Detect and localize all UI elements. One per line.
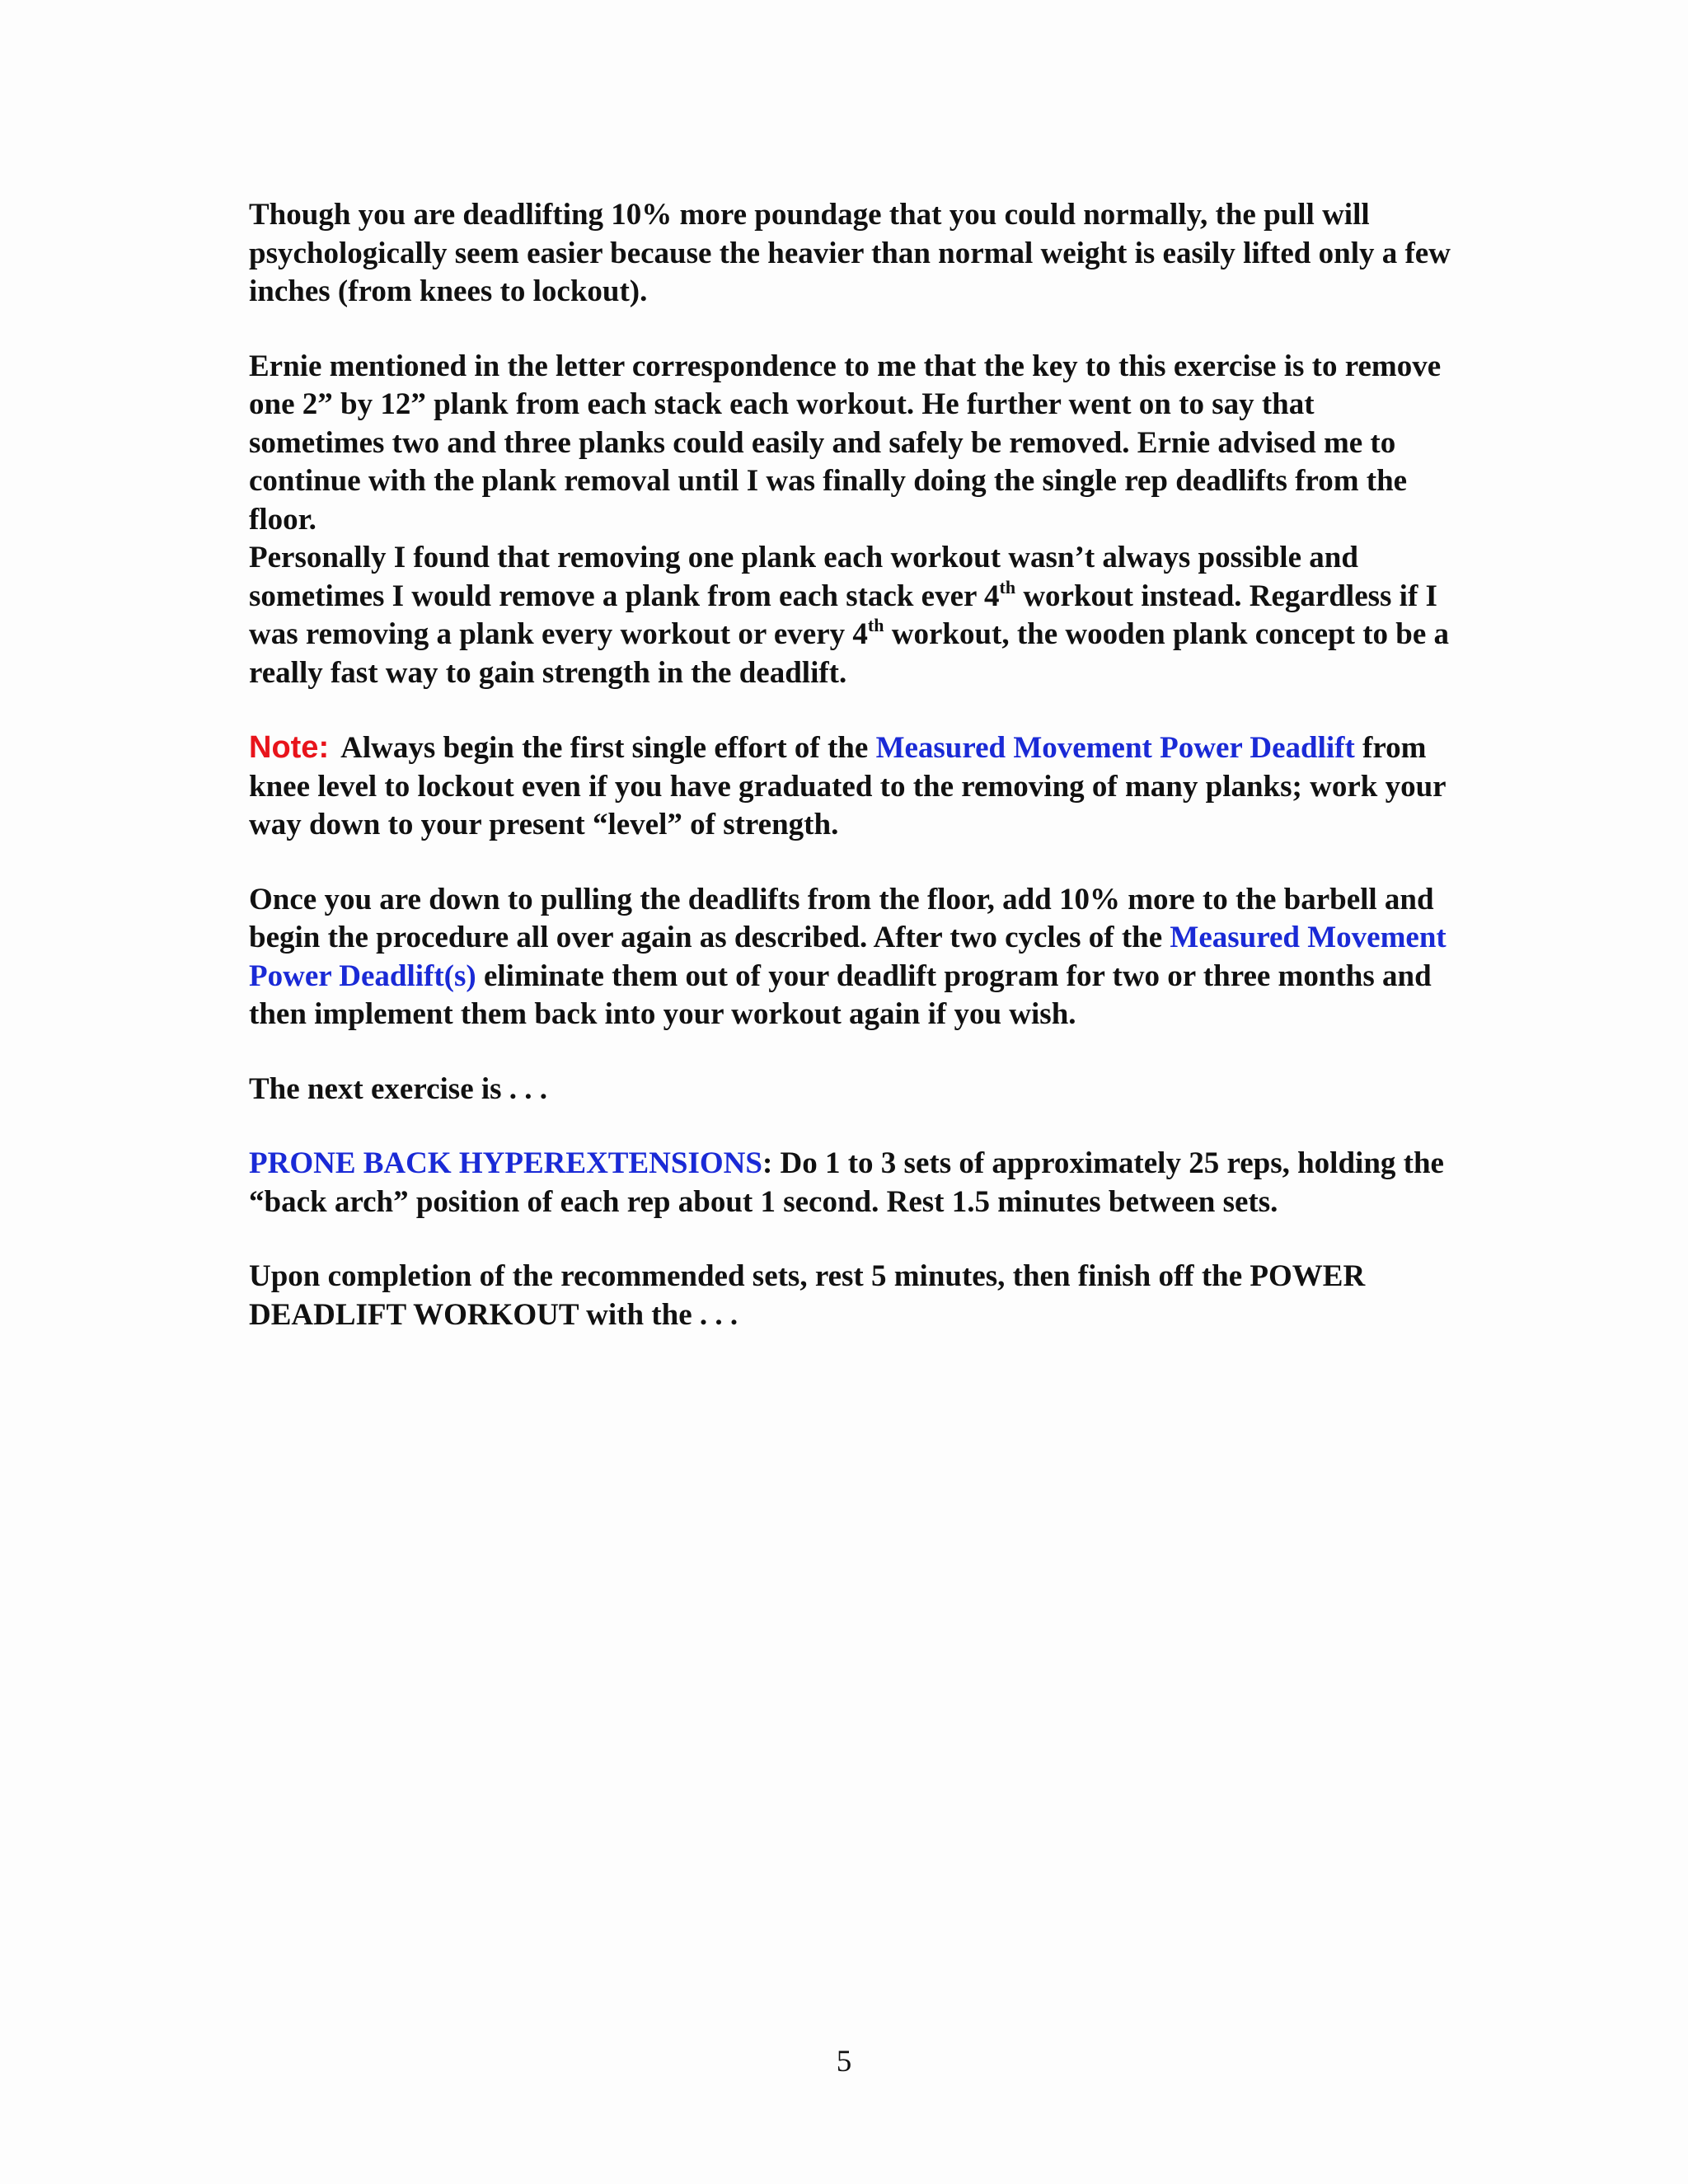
paragraph-plank-removal-advice: Ernie mentioned in the letter correspondence to me that the key to this exercise is to remove one 2” by 12” plank from each stack each workout. He further went on to say that sometimes two and three planks could easily and safely be removed. Ernie advised me to continue with the plank removal until I was finally doing the single rep deadlifts from the floor. xyxy=(249,349,1442,537)
exercise-link-measured-movement-plural: Measured Movement Power Deadlift(s) xyxy=(249,921,1447,993)
page-number: 5 xyxy=(836,2045,852,2079)
exercise-link-measured-movement: Measured Movement Power Deadlift xyxy=(875,731,1355,765)
text: workout, the wooden plank concept to be a really fast way to gain strength in the deadlift. xyxy=(249,617,1450,690)
text: from knee level to lockout even if you have graduated to the removing of many planks; work your way down to your present “level” of strength. xyxy=(249,731,1446,841)
page-body xyxy=(249,196,1452,1371)
superscript: th xyxy=(999,576,1016,598)
text: Personally I found that removing one plank each workout wasn’t always possible and sometimes I would remove a plank from each stack ever 4 xyxy=(249,541,1358,613)
paragraph-completion: Upon completion of the recommended sets, rest 5 minutes, then finish off the POWER DEADLIFT WORKOUT with the . . . xyxy=(249,1259,1366,1332)
superscript: th xyxy=(867,615,884,635)
note-label: Note: xyxy=(249,730,330,765)
paragraph-deadlift-poundage: Though you are deadlifting 10% more poundage that you could normally, the pull will psychologically seem easier because the heavier than normal weight is easily lifted only a few inches (from knees to lockout). xyxy=(249,198,1451,308)
paragraph-cycles xyxy=(249,881,1452,1034)
text: Always begin the first single effort of the xyxy=(340,731,876,765)
text: Once you are down to pulling the deadlifts from the floor, add 10% more to the barbell and begin the procedure all over again as described. After two cycles of the xyxy=(249,882,1434,954)
text: eliminate them out of your deadlift program for two or three months and then implement them back into your workout again if you wish. xyxy=(249,958,1432,1031)
paragraph-prone-back xyxy=(249,1145,1452,1221)
paragraph-next-exercise: The next exercise is . . . xyxy=(249,1071,548,1106)
exercise-heading-prone-back: PRONE BACK HYPEREXTENSIONS xyxy=(249,1146,762,1180)
note-paragraph xyxy=(249,729,1452,845)
text: workout instead. Regardless if I was removing a plank every workout or every 4 xyxy=(249,579,1437,651)
text: : Do 1 to 3 sets of approximately 25 reps, holding the “back arch” position of each rep about 1 second. Rest 1.5 minutes between sets. xyxy=(249,1146,1444,1219)
paragraph-personal-experience xyxy=(249,539,1452,692)
